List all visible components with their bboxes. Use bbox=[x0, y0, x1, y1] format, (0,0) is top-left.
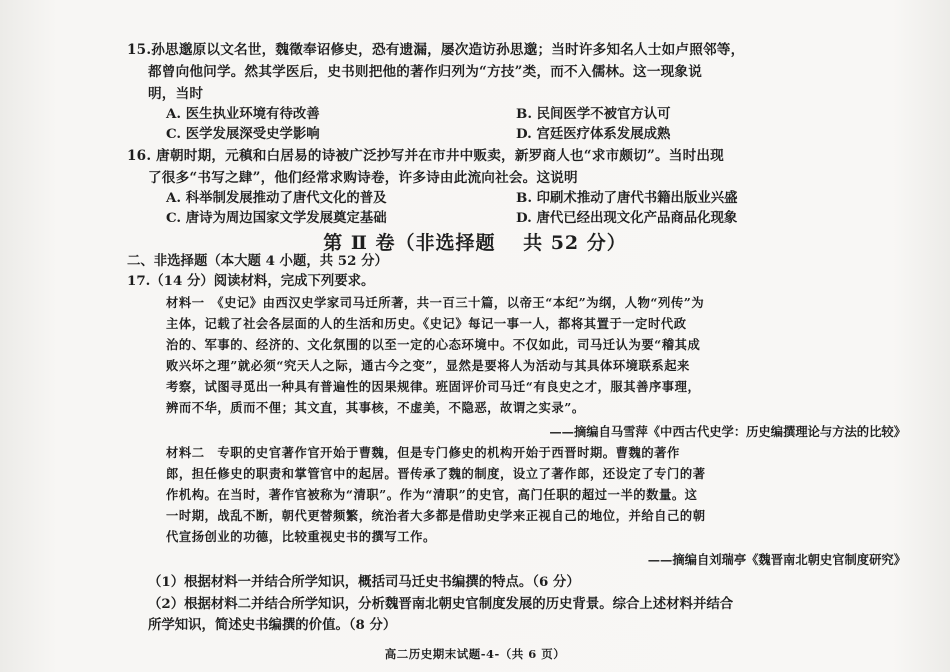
q15-option-d: D. 宫廷医疗体系发展成熟 bbox=[516, 126, 671, 142]
q17-intro: 17.（14 分）阅读材料，完成下列要求。 bbox=[127, 273, 375, 289]
q17-requirement-2: （2）根据材料二并结合所学知识，分析魏晋南北朝史官制度发展的历史背景。综合上述材料并结合 bbox=[148, 596, 734, 612]
material1-line: 败兴坏之理”就必须“究天人之际，通古今之变”，显然是要将人为活动与其具体环境联系起来 bbox=[166, 358, 690, 373]
page-footer: 高二历史期末试题-4-（共 6 页） bbox=[384, 647, 566, 661]
material1-line: 主体，记载了社会各层面的人的生活和历史。《史记》每记一事一人，都将其置于一定时代政 bbox=[166, 316, 687, 331]
q17-requirement-1: （1）根据材料一并结合所学知识，概括司马迁史书编撰的特点。（6 分） bbox=[148, 574, 580, 590]
q16-option-b: B. 印刷术推动了唐代书籍出版业兴盛 bbox=[516, 190, 738, 206]
material2-line: 一时期，战乱不断，朝代更替频繁，统治者大多都是借助史学来正视自己的地位，并给自己的朝 bbox=[166, 508, 706, 523]
q15-line3: 明，当时 bbox=[148, 86, 204, 102]
material2-line: 郎，担任修史的职责和掌管官中的起居。晋传承了魏的制度，设立了著作郎，还设定了专门的著 bbox=[166, 466, 706, 481]
material2-line: 代宣扬创业的功德，比较重视史书的撰写工作。 bbox=[166, 529, 436, 544]
material1-line: 辨而不华，质而不俚；其文直，其事核，不虚美，不隐恶，故谓之实录”。 bbox=[166, 400, 585, 415]
section-heading: 二、非选择题（本大题 4 小题，共 52 分） bbox=[127, 253, 388, 269]
material1-source: ——摘编自马雪萍《中西古代史学：历史编撰理论与方法的比较》 bbox=[549, 424, 906, 439]
material2-line: 材料二 专职的史官著作官开始于曹魏，但是专门修史的机构开始于西晋时期。曹魏的著作 bbox=[166, 445, 680, 460]
q15-option-a: A. 医生执业环境有待改善 bbox=[166, 106, 320, 122]
q16-line2: 了很多“书写之肆”，他们经常求购诗卷，许多诗由此流向社会。这说明 bbox=[148, 170, 578, 186]
material1-line: 材料一 《史记》由西汉史学家司马迁所著，共一百三十篇，以帝王“本纪”为纲，人物“列传”为 bbox=[166, 295, 705, 310]
q16-option-d: D. 唐代已经出现文化产品商品化现象 bbox=[516, 210, 738, 226]
material2-line: 作机构。在当时，著作官被称为“清职”。作为“清职”的史官，高门任职的超过一半的数量。这 bbox=[166, 487, 698, 502]
material1-line: 治的、军事的、经济的、文化氛围的以至一定的心态环境中。不仅如此，司马迁认为要“稽其成 bbox=[166, 337, 701, 352]
q17-requirement-2-cont: 所学知识，简述史书编撰的价值。（8 分） bbox=[148, 617, 397, 633]
q16-option-c: C. 唐诗为周边国家文学发展奠定基础 bbox=[166, 210, 387, 226]
q15-option-c: C. 医学发展深受史学影响 bbox=[166, 126, 320, 142]
q15-line1: 15.孙思邈原以文名世，魏徵奉诏修史，恐有遗漏，屡次造访孙思邈；当时许多知名人士如卢照邻等， bbox=[127, 42, 745, 58]
q15-option-b: B. 民间医学不被官方认可 bbox=[516, 106, 671, 122]
material1-line: 考察，试图寻觅出一种具有普遍性的因果规律。班固评价司马迁“有良史之才，服其善序事理， bbox=[166, 379, 701, 394]
q16-line1: 16. 唐朝时期，元稹和白居易的诗被广泛抄写并在市井中贩卖，新罗商人也“求市颇切”。当时出现 bbox=[127, 148, 724, 164]
q16-option-a: A. 科举制发展推动了唐代文化的普及 bbox=[166, 190, 387, 206]
section-title: 第 Ⅱ 卷（非选择题 共 52 分） bbox=[323, 232, 627, 254]
q15-line2: 都曾向他问学。然其学医后，史书则把他的著作归列为“方技”类，而不入儒林。这一现象说 bbox=[148, 64, 702, 80]
material2-source: ——摘编自刘瑞亭《魏晋南北朝史官制度研究》 bbox=[647, 552, 906, 567]
